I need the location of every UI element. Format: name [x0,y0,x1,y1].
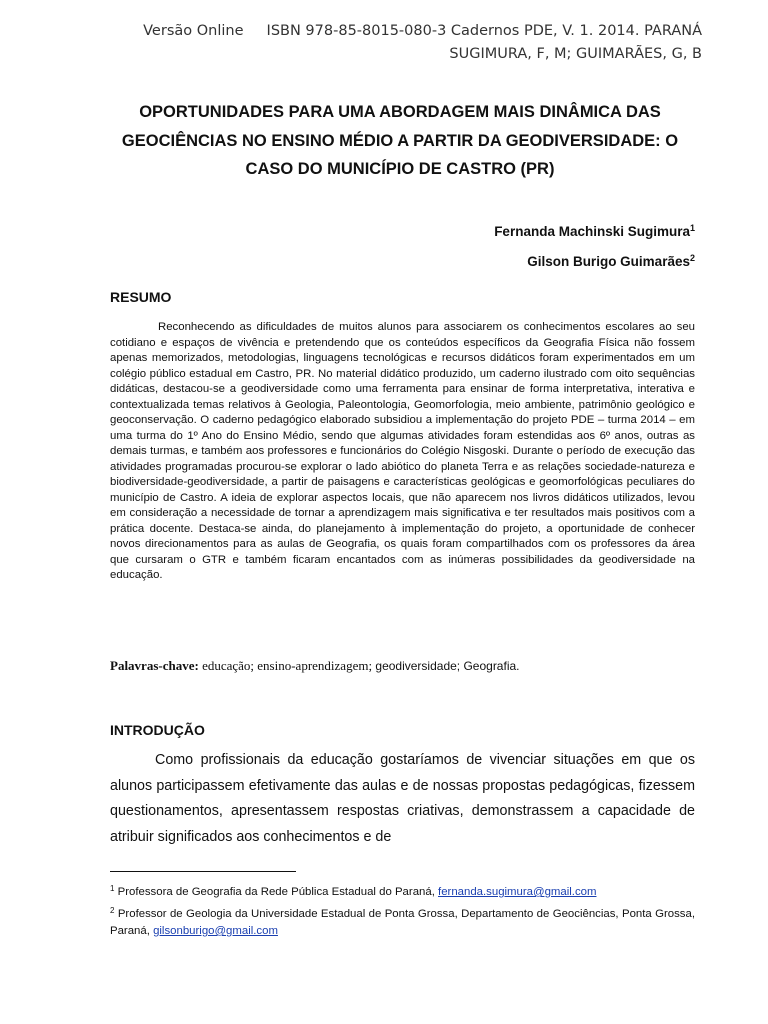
author-name: Fernanda Machinski Sugimura [494,224,690,239]
abstract-text: Reconhecendo as dificuldades de muitos alunos para associarem os conhecimentos escolares ao seu cotidiano e espaços de vivência e pretendendo que os conteúdos específicos da Geografia Física não fossem apenas memorizados, metodologias, linguagens tecnológicas e recursos didáticos foram experimentados em um colégio público estadual em Castro, PR. No material didático produzido, um caderno ilustrado com oito sequências didáticas, destacou-se a geodiversidade como uma ferramenta para ensinar de forma interpretativa, interativa e contextualizada temas relativos à Geologia, Paleontologia, Geomorfologia, meio ambiente, patrimônio geológico e geoconservação. O caderno pedagógico elaborado subsidiou a implementação do projeto PDE – turma 2014 – em uma turma do 1º Ano do Ensino Médio, sendo que algumas atividades foram estendidas aos 6º anos, outras as demais turmas, e também aos professores e funcionários do Colégio Nisgoski. Durante o período de execução das atividades programadas procurou-se explorar o lado abiótico do planeta Terra e as relações sociedade-natureza e biodiversidade-geodiversidade, a partir de paisagens e características geológicas e geomorfológicas peculiares do município de Castro. A ideia de explorar aspectos locais, que não aparecem nos livros didáticos utilizados, levou em consideração a necessidade de tornar a aprendizagem mais significativa e ter resultados mais positivos com a prática docente. Destaca-se ainda, do planejamento à implementação do projeto, a oportunidade de conhecer novos direcionamentos para as aulas de Geografia, os quais foram compartilhados com os professores da área que cursaram o GTR e também ficaram encantados com as inúmeras possibilidades da geodiversidade na educação. [110,321,695,581]
footnote-text: Professor de Geologia da Universidade Estadual de Ponta Grossa, Departamento de Geociências, Ponta Grossa, Paraná, [110,907,695,937]
author-list [494,215,695,275]
footnote-1 [110,880,695,902]
keywords-serif: educação; ensino-aprendizagem; [198,658,373,673]
footnote-mark: 1 [110,884,115,893]
header-line-publication: Versão Online ISBN 978-85-8015-080-3 Cadernos PDE, V. 1. 2014. PARANÁ [143,23,702,39]
footnote-ref-2[interactable]: 2 [689,253,695,263]
paper-title: OPORTUNIDADES PARA UMA ABORDAGEM MAIS DINÂMICA DAS GEOCIÊNCIAS NO ENSINO MÉDIO A PARTIR DA GEODIVERSIDADE: O CASO DO MUNICÍPIO DE CASTRO (PR) [121,103,679,178]
keywords-label: Palavras-chave: [110,658,199,673]
running-header [143,20,702,66]
footnote-ref-1[interactable]: 1 [689,223,695,233]
footnote-divider [110,871,296,872]
email-link-gilson[interactable]: gilsonburigo@gmail.com [153,925,278,937]
author-name: Gilson Burigo Guimarães [527,254,690,269]
introducao-heading: INTRODUÇÃO [110,722,205,738]
footnote-mark: 2 [110,905,115,915]
keywords [110,658,695,674]
resumo-heading: RESUMO [110,289,172,305]
author-1 [494,215,695,245]
header-line-authors: SUGIMURA, F, M; GUIMARÃES, G, B [449,46,702,62]
keywords-sans: geodiversidade; Geografia. [372,659,520,673]
footnote-2 [110,902,695,941]
author-2 [494,245,695,275]
footnotes [110,880,695,941]
email-link-fernanda[interactable]: fernanda.sugimura@gmail.com [438,886,597,898]
introducao-text: Como profissionais da educação gostaríamos de vivenciar situações em que os alunos participassem efetivamente das aulas e de nossas propostas pedagógicas, fizessem questionamentos, apresentassem respostas criativas, demonstrassem a capacidade de atribuir significados aos conhecimentos e de [110,752,695,845]
footnote-text: Professora de Geografia da Rede Pública Estadual do Paraná, [114,886,439,898]
